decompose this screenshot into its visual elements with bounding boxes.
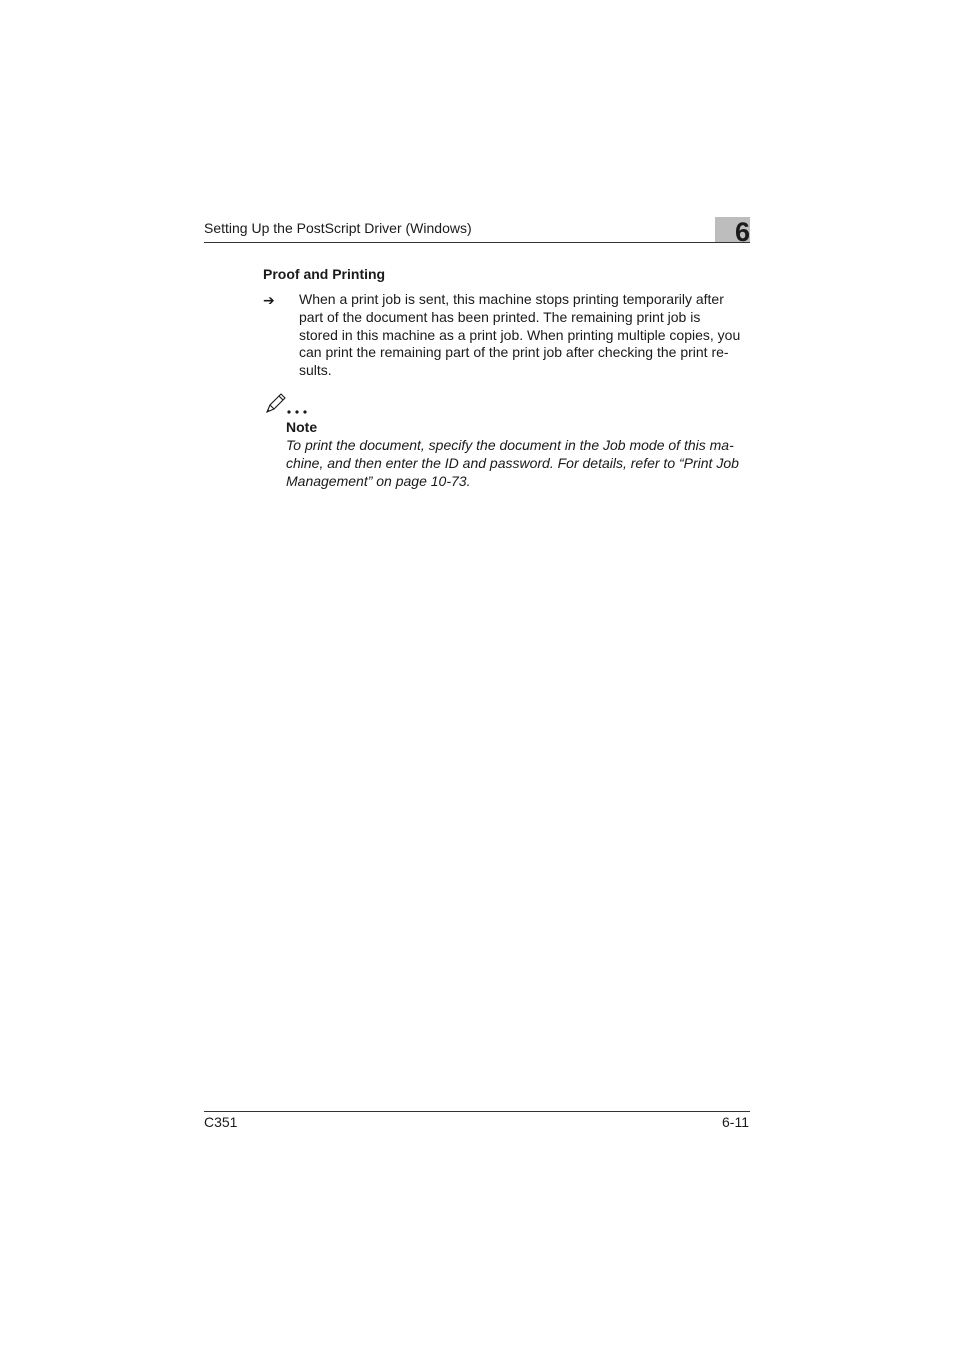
note-label: Note [286, 419, 318, 435]
note-paragraph [286, 437, 752, 490]
bullet-line: stored in this machine as a print job. When printing multiple copies, you [299, 326, 741, 343]
chapter-number: 6 [734, 217, 750, 247]
footer-model: C351 [204, 1114, 238, 1130]
footer-divider [204, 1111, 750, 1112]
bullet-line: can print the remaining part of the print job after checking the print re- [299, 344, 729, 361]
note-line: chine, and then enter the ID and password. For details, refer to “Print Job [286, 454, 739, 471]
note-line: Management” on page 10-73. [286, 472, 471, 489]
footer-page-number: 6-11 [722, 1114, 749, 1130]
header-divider [204, 242, 750, 243]
bullet-paragraph [299, 291, 751, 380]
bullet-line: part of the document has been printed. The remaining print job is [299, 308, 701, 325]
section-heading: Proof and Printing [263, 266, 386, 282]
note-line: To print the document, specify the document in the Job mode of this ma- [286, 437, 734, 453]
bullet-line: sults. [299, 362, 332, 379]
arrow-bullet-icon: ➔ [263, 292, 275, 308]
pencil-note-icon [264, 392, 314, 416]
running-header-title: Setting Up the PostScript Driver (Windows) [204, 220, 472, 236]
chapter-tab [715, 217, 750, 247]
bullet-line: When a print job is sent, this machine stops printing temporarily after [299, 291, 724, 307]
